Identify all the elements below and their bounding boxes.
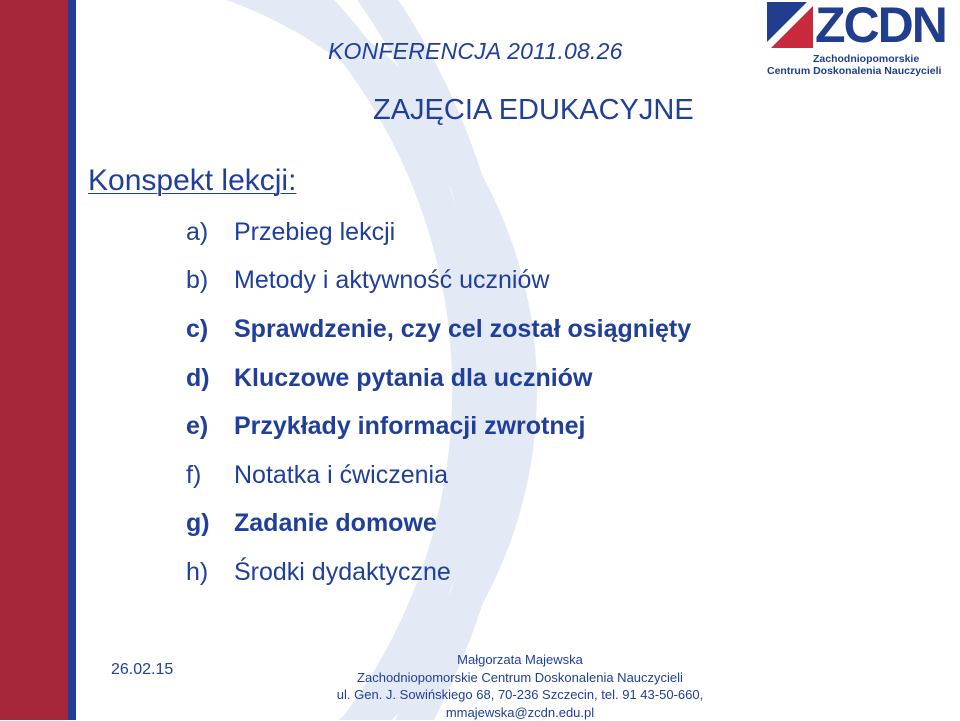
list-item-letter: c) xyxy=(186,315,234,344)
list-item-text: Kluczowe pytania dla uczniów xyxy=(234,364,592,393)
list-item-text: Metody i aktywność uczniów xyxy=(234,266,549,295)
list-item-text: Notatka i ćwiczenia xyxy=(234,461,448,490)
conference-title: KONFERENCJA 2011.08.26 xyxy=(328,38,623,65)
list-item-letter: b) xyxy=(186,266,234,295)
list-item-d xyxy=(186,354,691,403)
list-item-text: Środki dydaktyczne xyxy=(234,558,451,587)
footer-organization: Zachodniopomorskie Centrum Doskonalenia Nauczycieli xyxy=(300,669,740,687)
list-item-b xyxy=(186,257,691,306)
list-item-f xyxy=(186,451,691,500)
list-item-text: Sprawdzenie, czy cel został osiągnięty xyxy=(234,315,691,344)
list-item-text: Zadanie domowe xyxy=(234,509,437,538)
footer-email: mmajewska@zcdn.edu.pl xyxy=(300,704,740,721)
list-item-g xyxy=(186,500,691,549)
list-item-c xyxy=(186,305,691,354)
footer-contact xyxy=(300,651,740,721)
list-item-a xyxy=(186,208,691,257)
zcdn-logo-subtitle-2: Centrum Doskonalenia Nauczycieli xyxy=(767,65,941,77)
zcdn-logo xyxy=(765,2,960,80)
list-item-letter: f) xyxy=(186,461,234,490)
list-item-text: Przebieg lekcji xyxy=(234,218,395,247)
footer-date: 26.02.15 xyxy=(111,661,173,679)
list-item-e xyxy=(186,402,691,451)
zcdn-logo-text: ZCDN xyxy=(815,0,946,54)
list-item-letter: h) xyxy=(186,558,234,587)
list-item-letter: d) xyxy=(186,364,234,393)
zcdn-logo-subtitle-1: Zachodniopomorskie xyxy=(813,53,919,65)
list-item-letter: g) xyxy=(186,509,234,538)
footer-author-name: Małgorzata Majewska xyxy=(300,651,740,669)
list-item-letter: a) xyxy=(186,218,234,247)
lesson-plan-list xyxy=(186,208,691,597)
footer-address: ul. Gen. J. Sowińskiego 68, 70-236 Szczecin, tel. 91 43-50-660, xyxy=(300,686,740,704)
section-title: ZAJĘCIA EDUKACYJNE xyxy=(373,94,694,127)
list-item-h xyxy=(186,548,691,597)
list-item-text: Przykłady informacji zwrotnej xyxy=(234,412,586,441)
konspekt-heading: Konspekt lekcji: xyxy=(88,164,296,198)
list-item-letter: e) xyxy=(186,412,234,441)
zcdn-logo-icon xyxy=(767,2,813,48)
